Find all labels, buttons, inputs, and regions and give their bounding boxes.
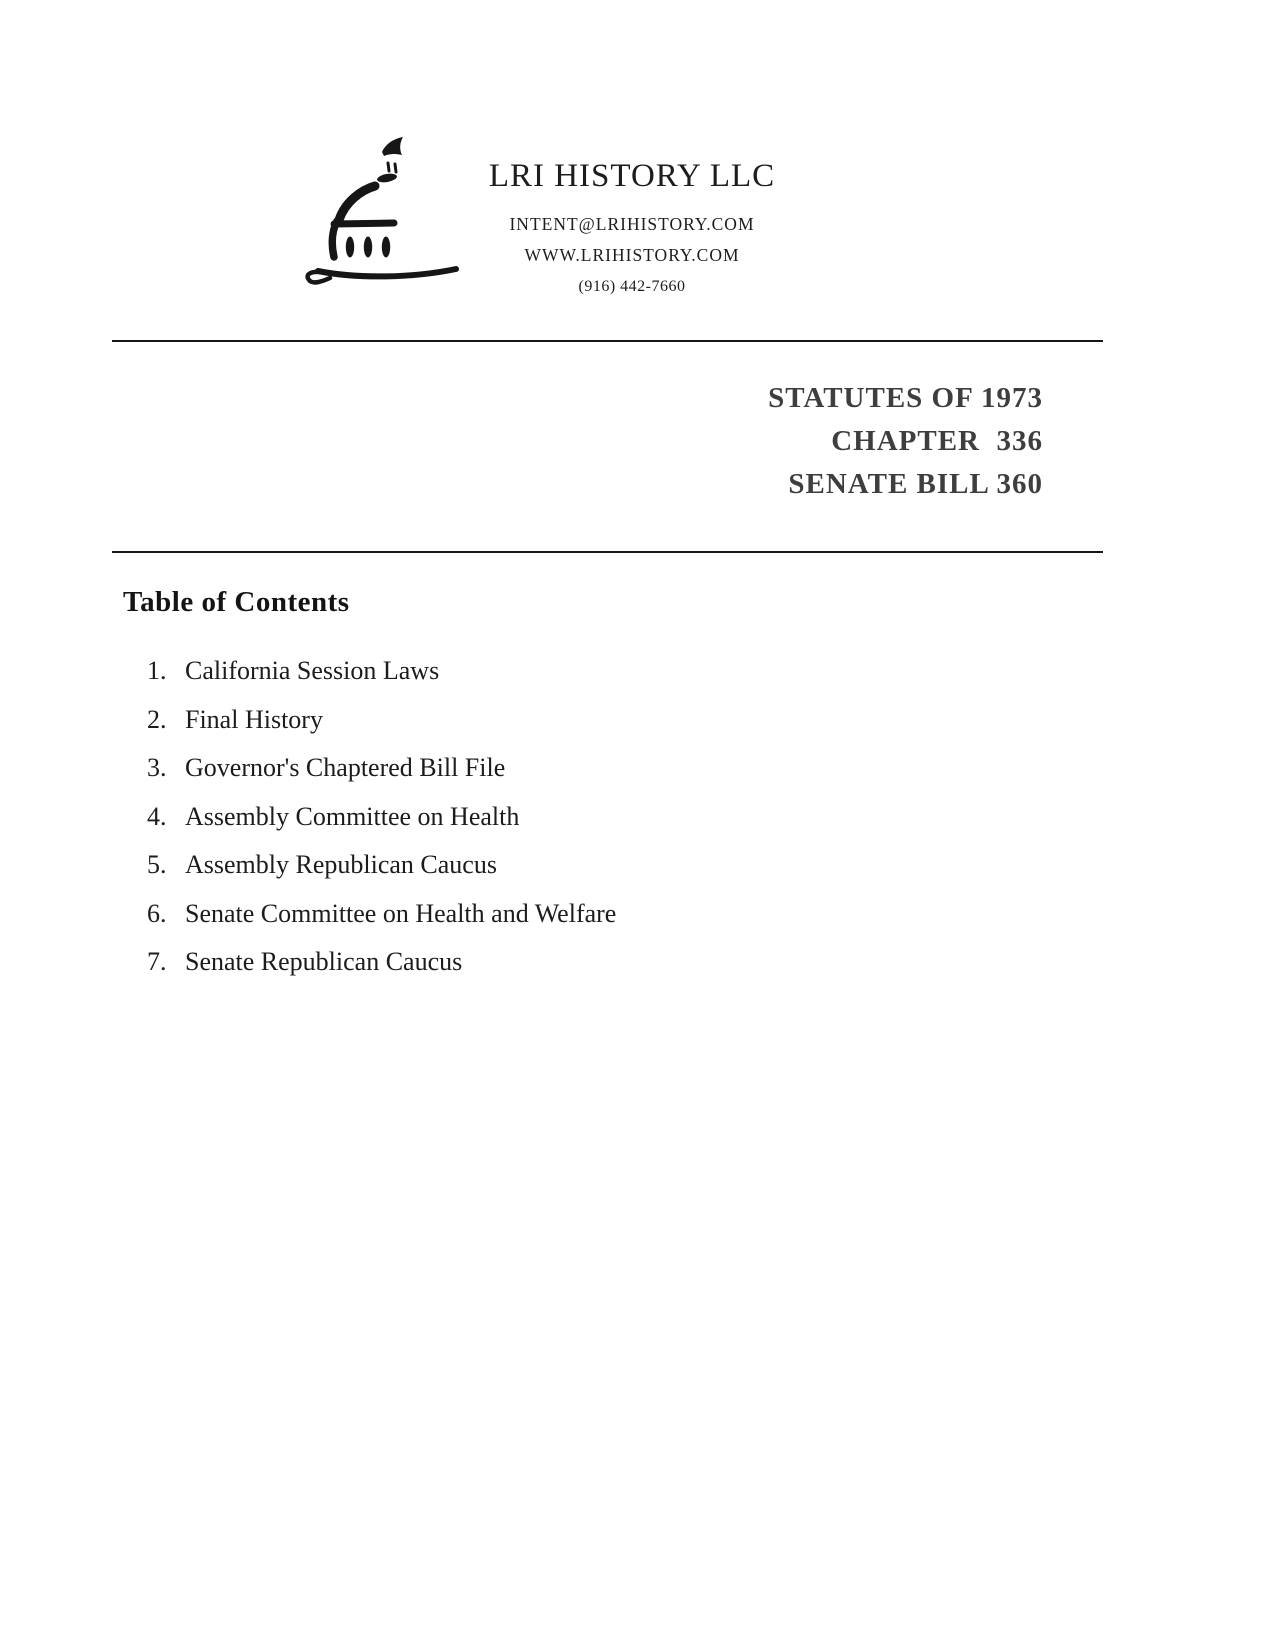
letterhead <box>382 156 882 302</box>
toc-item-label: Governor's Chaptered Bill File <box>185 753 506 782</box>
toc-item <box>147 793 1047 842</box>
senate-bill-line: SENATE BILL 360 <box>788 468 1043 500</box>
toc-item-label: Senate Republican Caucus <box>185 947 463 976</box>
toc-item <box>147 647 1047 696</box>
toc-item <box>147 938 1047 987</box>
statute-reference-block <box>543 377 1043 506</box>
toc-title: Table of Contents <box>123 586 350 618</box>
toc-item <box>147 841 1047 890</box>
toc-item-number: 6. <box>147 898 167 928</box>
divider-line-bottom <box>112 551 1103 553</box>
toc-item-number: 1. <box>147 656 167 685</box>
toc-item-number: 3. <box>147 753 167 782</box>
company-name: LRI HISTORY LLC <box>488 158 776 194</box>
toc-item-label: Assembly Committee on Health <box>185 801 520 831</box>
toc-item-number: 4. <box>147 801 167 831</box>
toc-item <box>147 890 1047 939</box>
toc-item <box>147 696 1047 745</box>
company-website: WWW.LRIHISTORY.COM <box>524 245 740 265</box>
statutes-year-line: STATUTES OF 1973 <box>768 382 1043 414</box>
divider-line-top <box>112 340 1103 342</box>
toc-item-number: 2. <box>147 704 167 734</box>
toc-item-number: 5. <box>147 850 167 879</box>
toc-item <box>147 744 1047 793</box>
company-phone: (916) 442-7660 <box>578 278 686 295</box>
toc-item-number: 7. <box>147 947 167 976</box>
toc-list <box>147 647 1047 987</box>
toc-item-label: Senate Committee on Health and Welfare <box>185 898 617 928</box>
toc-item-label: California Session Laws <box>185 656 440 685</box>
toc-item-label: Assembly Republican Caucus <box>185 850 497 879</box>
toc-item-label: Final History <box>185 704 323 734</box>
chapter-line: CHAPTER 336 <box>831 425 1043 457</box>
company-email: INTENT@LRIHISTORY.COM <box>509 214 755 234</box>
